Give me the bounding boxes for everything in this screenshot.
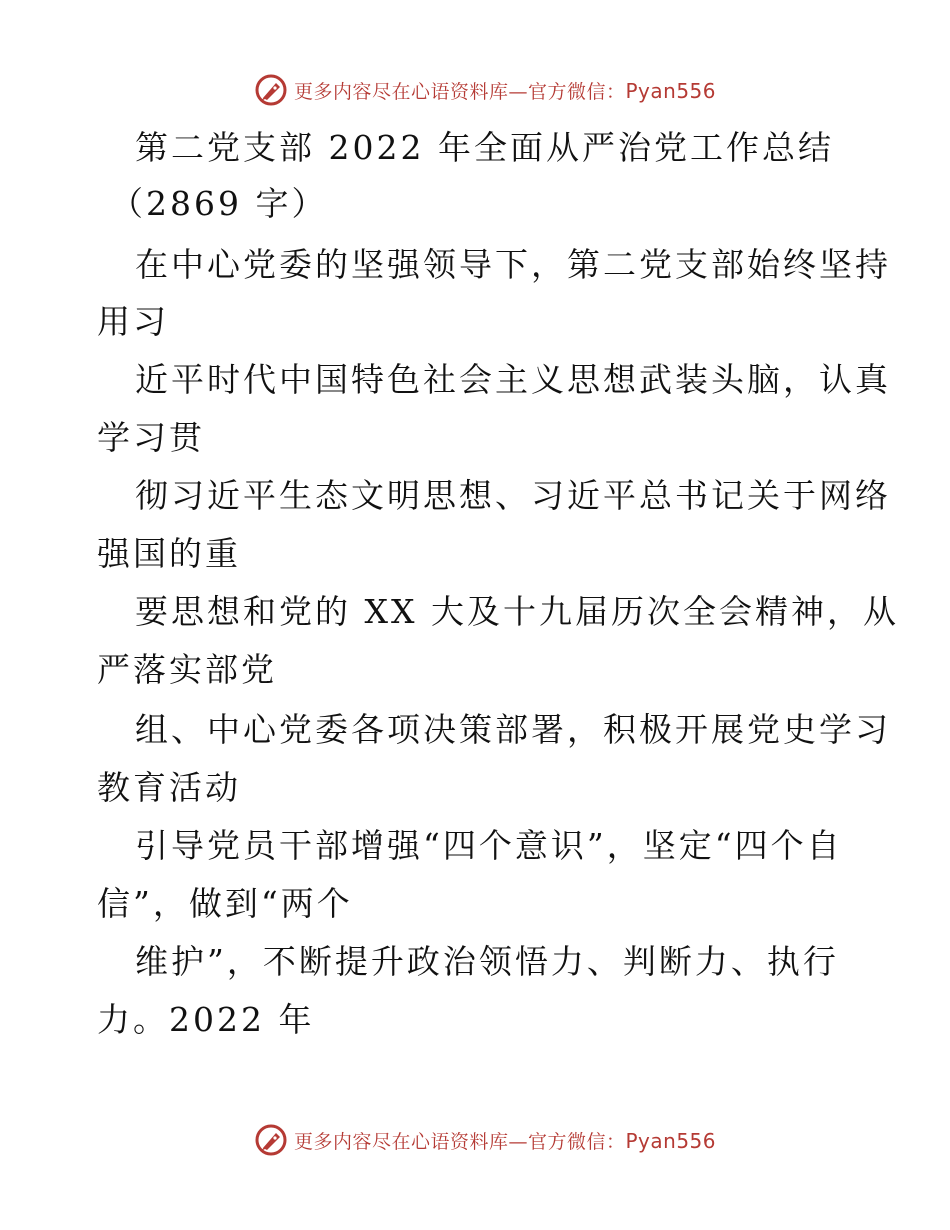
watermark-group	[254, 1123, 716, 1157]
footer-watermark	[0, 1120, 950, 1160]
word-count: （2869 字）	[110, 184, 328, 223]
watermark-handle: Pyan556	[625, 1128, 717, 1153]
watermark-label: 更多内容尽在心语资料库—官方微信：	[293, 1130, 626, 1153]
watermark-text	[294, 77, 716, 104]
watermark-group	[254, 73, 716, 107]
paragraph-line: 信”，做到“两个	[97, 884, 353, 923]
paragraph-line: 力。2022 年	[97, 1000, 315, 1039]
paragraph-line: 教育活动	[97, 768, 241, 807]
paragraph-line: 严落实部党	[97, 650, 277, 689]
header-watermark	[0, 70, 950, 110]
paragraph-line: 组、中心党委各项决策部署，积极开展党史学习	[135, 710, 891, 749]
watermark-label: 更多内容尽在心语资料库—官方微信：	[293, 80, 626, 103]
fountain-pen-logo-icon	[254, 73, 288, 107]
fountain-pen-logo-icon	[254, 1123, 288, 1157]
watermark-handle: Pyan556	[625, 78, 717, 103]
watermark-text	[294, 1127, 716, 1154]
paragraph-line: 强国的重	[97, 534, 241, 573]
document-title: 第二党支部 2022 年全面从严治党工作总结	[135, 128, 834, 167]
paragraph-line: 引导党员干部增强“四个意识”，坚定“四个自	[135, 826, 843, 865]
paragraph-line: 学习贯	[97, 418, 205, 457]
paragraph-line: 要思想和党的 XX 大及十九届历次全会精神，从	[135, 592, 899, 631]
paragraph-line: 维护”，不断提升政治领悟力、判断力、执行	[135, 942, 839, 981]
paragraph-line: 彻习近平生态文明思想、习近平总书记关于网络	[135, 476, 891, 515]
paragraph-line: 在中心党委的坚强领导下，第二党支部始终坚持	[135, 245, 891, 284]
paragraph-line: 近平时代中国特色社会主义思想武装头脑，认真	[135, 360, 891, 399]
paragraph-line: 用习	[97, 302, 169, 341]
